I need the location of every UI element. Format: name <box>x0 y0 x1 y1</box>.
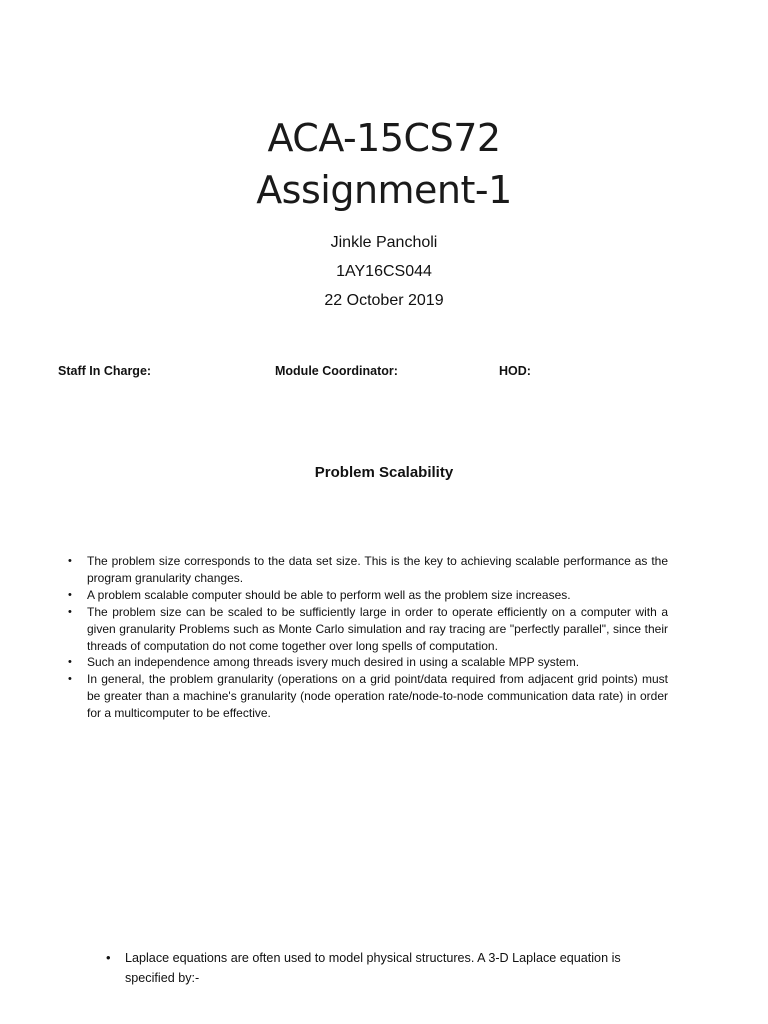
title-block <box>0 112 768 216</box>
list-item-text: The problem size corresponds to the data set size. This is the key to achieving scalable performance as the program granularity changes. <box>87 554 668 585</box>
list-item <box>68 654 668 671</box>
list-item-text: A problem scalable computer should be able to perform well as the problem size increases. <box>87 587 571 602</box>
bullet-glyph: • <box>68 555 72 567</box>
bullet-glyph: • <box>68 656 72 669</box>
list-item-text: Such an independence among threads isvery much desired in using a scalable MPP system. <box>87 655 580 670</box>
course-code-title: ACA-15CS72 <box>267 116 501 160</box>
hod-label: HOD: <box>499 364 531 378</box>
submission-date: 22 October 2019 <box>324 292 444 309</box>
assignment-title: Assignment-1 <box>256 168 512 212</box>
section-heading: Problem Scalability <box>314 464 454 481</box>
signature-row <box>0 364 768 384</box>
list-item <box>68 553 668 587</box>
bullet-glyph: • <box>68 605 72 618</box>
list-item <box>68 671 668 722</box>
author-name: Jinkle Pancholi <box>330 234 438 251</box>
list-item-text: In general, the problem granularity (operations on a grid point/data required from adjacent grid points) must be greater than a machine's granularity (node operation rate/node-to-node communication data rate) in order for a multicomputer to be effective. <box>87 672 668 721</box>
author-block <box>0 228 768 315</box>
list-item <box>68 604 668 655</box>
module-coordinator-label: Module Coordinator: <box>275 364 398 378</box>
list-item <box>68 587 668 604</box>
list-item-text: The problem size can be scaled to be sufficiently large in order to operate efficiently on a computer with a given granularity Problems such as Monte Carlo simulation and ray tracing are "perfectly parallel", since their threads of computation do not come together over long spells of computation. <box>87 604 668 653</box>
list-item-text: Laplace equations are often used to model physical structures. A 3-D Laplace equation is specified by:- <box>125 951 621 985</box>
bullet-glyph: • <box>106 950 111 965</box>
bullet-glyph: • <box>68 673 72 686</box>
bullet-glyph: • <box>68 588 72 601</box>
bullet-list <box>68 553 668 722</box>
author-usn: 1AY16CS044 <box>336 263 432 280</box>
staff-in-charge-label: Staff In Charge: <box>58 364 152 378</box>
laplace-bullet-list <box>106 948 646 988</box>
list-item <box>106 948 646 988</box>
